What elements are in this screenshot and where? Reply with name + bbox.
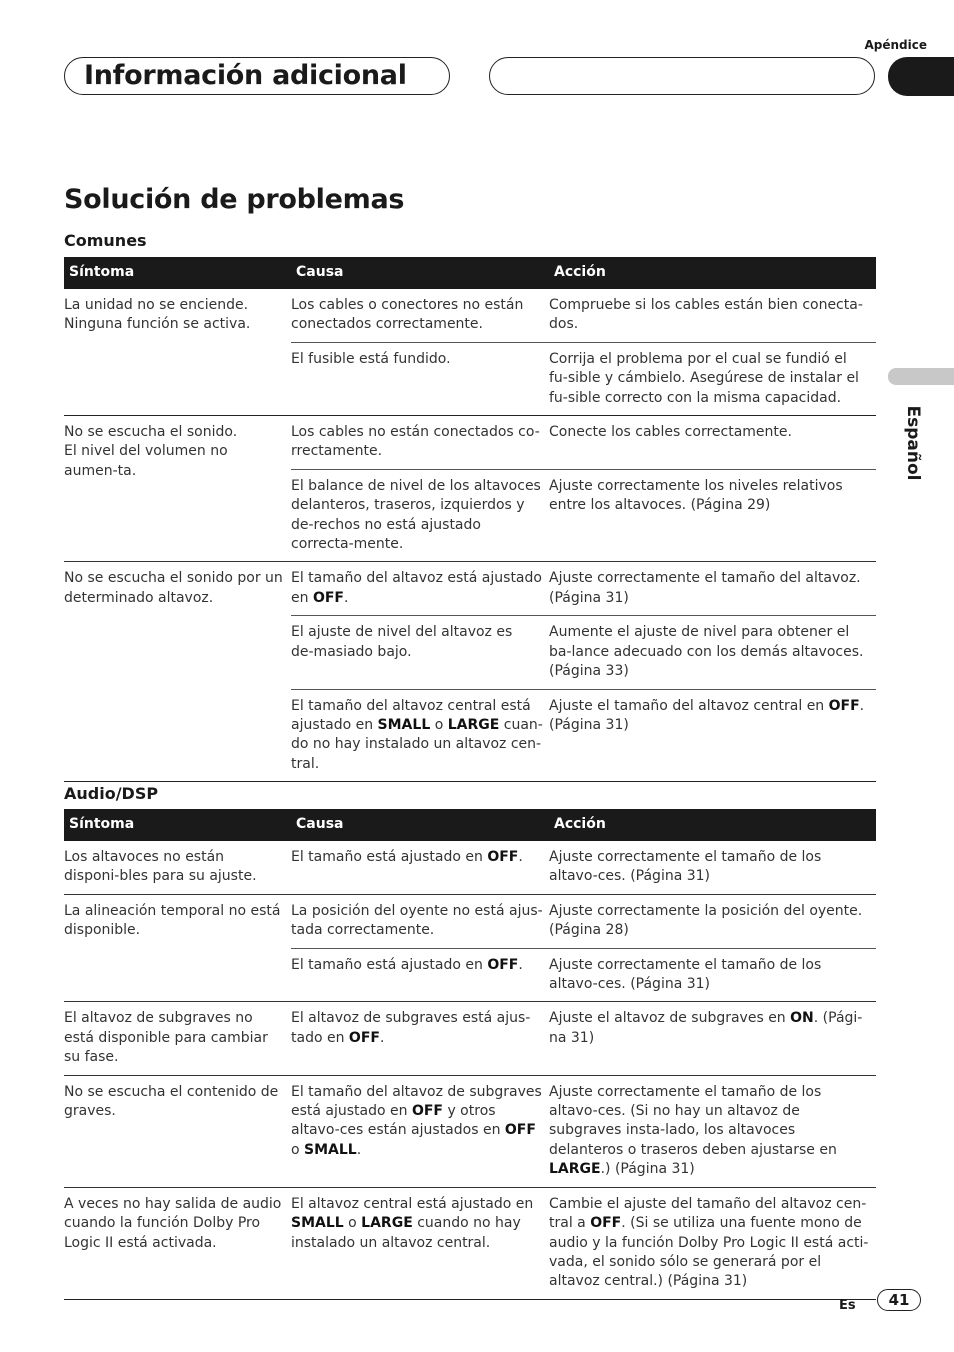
action-value: OFF	[828, 697, 860, 714]
cause-text: El tamaño del altavoz está ajustado en	[291, 570, 542, 606]
action-cell	[549, 1075, 876, 1187]
table-header	[64, 809, 876, 841]
section-label: Apéndice	[864, 38, 927, 52]
cause-text: El tamaño está ajustado en	[291, 849, 488, 865]
action-cell: Conecte los cables correctamente.	[549, 416, 876, 470]
cause-cell: Los cables o conectores no están conectados correctamente.	[291, 289, 549, 342]
action-cell: Ajuste correctamente el tamaño de los altavo-ces. (Página 31)	[549, 948, 876, 1002]
audio-table	[64, 809, 876, 1300]
cause-text: .	[356, 1141, 362, 1158]
action-cell: Ajuste correctamente el tamaño del altavoz. (Página 31)	[549, 562, 876, 616]
cause-value: SMALL	[304, 1141, 357, 1158]
section-tab	[888, 57, 954, 96]
section-heading-common: Comunes	[64, 231, 147, 250]
cause-value: OFF	[487, 849, 519, 865]
action-cell: Ajuste correctamente los niveles relativos entre los altavoces. (Página 29)	[549, 469, 876, 562]
cause-text: o	[343, 1215, 362, 1232]
cause-text: El altavoz de subgraves está ajus-tado en	[291, 1010, 531, 1046]
action-text: . (Página 31)	[549, 697, 865, 733]
col-action: Acción	[549, 257, 876, 289]
table-row	[64, 894, 876, 948]
cause-text: .	[518, 849, 523, 865]
page-number: 41	[877, 1289, 921, 1311]
action-text: Cambie el ajuste del tamaño del altavoz cen-tral a	[549, 1195, 867, 1232]
table-row	[64, 1075, 876, 1187]
cause-value: OFF	[312, 589, 344, 606]
symptom-cell: No se escucha el sonido. El nivel del volumen no aumen-ta.	[64, 416, 291, 562]
cause-cell	[291, 562, 549, 616]
cause-cell: La posición del oyente no está ajus-tada correctamente.	[291, 894, 549, 948]
cause-value: OFF	[411, 1103, 443, 1120]
page-title: Solución de problemas	[64, 184, 405, 215]
cause-text: y otros altavo-ces están ajustados en	[291, 1103, 505, 1139]
table-row	[64, 416, 876, 470]
cause-cell	[291, 1002, 549, 1075]
cause-text: .	[518, 956, 523, 973]
cause-cell: El balance de nivel de los altavoces delanteros, traseros, izquierdos y de-rechos no está ajustado correcta-mente.	[291, 469, 549, 562]
cause-cell: El ajuste de nivel del altavoz es de-masiado bajo.	[291, 616, 549, 689]
symptom-cell: No se escucha el contenido de graves.	[64, 1075, 291, 1187]
cause-cell	[291, 1187, 549, 1299]
cause-value: LARGE	[447, 716, 500, 733]
action-value: LARGE	[549, 1161, 601, 1178]
col-cause: Causa	[291, 257, 549, 289]
col-cause: Causa	[291, 809, 549, 841]
symptom-cell: La alineación temporal no está disponible.	[64, 894, 291, 1002]
action-text: Ajuste el altavoz de subgraves en	[549, 1010, 791, 1027]
action-cell	[549, 689, 876, 782]
cause-value: OFF	[487, 956, 519, 973]
cause-cell	[291, 689, 549, 782]
cause-cell	[291, 1075, 549, 1187]
action-cell	[549, 1187, 876, 1299]
cause-value: SMALL	[377, 716, 431, 733]
action-text: .) (Página 31)	[600, 1161, 695, 1178]
symptom-cell: El altavoz de subgraves no está disponible para cambiar su fase.	[64, 1002, 291, 1075]
action-cell	[549, 1002, 876, 1075]
col-action: Acción	[549, 809, 876, 841]
table-row	[64, 562, 876, 616]
cause-cell: El fusible está fundido.	[291, 342, 549, 415]
language-label-wrap	[893, 398, 933, 488]
common-table	[64, 257, 876, 782]
action-cell: Compruebe si los cables están bien conecta-dos.	[549, 289, 876, 342]
language-label: Español	[903, 405, 923, 481]
cause-value: OFF	[348, 1029, 380, 1046]
col-symptom: Síntoma	[64, 257, 291, 289]
cause-value: LARGE	[361, 1215, 413, 1232]
symptom-cell: A veces no hay salida de audio cuando la función Dolby Pro Logic II está activada.	[64, 1187, 291, 1299]
table-header	[64, 257, 876, 289]
table-row	[64, 1002, 876, 1075]
cause-text: El tamaño del altavoz de subgraves está ajustado en	[291, 1083, 542, 1120]
action-text: Ajuste el tamaño del altavoz central en	[549, 697, 829, 714]
symptom-cell: Los altavoces no están disponi-bles para su ajuste.	[64, 841, 291, 894]
header-title: Información adicional	[84, 60, 407, 91]
cause-cell	[291, 948, 549, 1002]
cause-text: El altavoz central está ajustado en	[291, 1195, 534, 1212]
action-text: . (Si se utiliza una fuente mono de audio y la función Dolby Pro Logic II está acti-vada, el sonido sólo se generará por el altavoz central.) (Página 31)	[549, 1215, 869, 1290]
cause-value: SMALL	[291, 1215, 344, 1232]
symptom-cell: No se escucha el sonido por un determinado altavoz.	[64, 562, 291, 782]
cause-text: o	[291, 1141, 305, 1158]
cause-text: El tamaño del altavoz central está ajustado en	[291, 697, 531, 733]
language-tab	[888, 368, 954, 385]
action-cell: Ajuste correctamente el tamaño de los altavo-ces. (Página 31)	[549, 841, 876, 894]
action-text: . (Pági-na 31)	[549, 1010, 863, 1046]
symptom-cell: La unidad no se enciende. Ninguna función se activa.	[64, 289, 291, 416]
cause-text: o	[430, 716, 448, 733]
cause-text: .	[343, 589, 349, 606]
cause-text: cuando no hay instalado un altavoz central.	[291, 1215, 521, 1251]
col-symptom: Síntoma	[64, 809, 291, 841]
action-value: ON	[790, 1010, 814, 1027]
table-row	[64, 289, 876, 342]
action-cell: Ajuste correctamente la posición del oyente. (Página 28)	[549, 894, 876, 948]
action-cell: Aumente el ajuste de nivel para obtener el ba-lance adecuado con los demás altavoces. (Página 33)	[549, 616, 876, 689]
action-value: OFF	[590, 1215, 622, 1232]
table-row	[64, 1187, 876, 1299]
action-text: Ajuste correctamente el tamaño de los altavo-ces. (Si no hay un altavoz de subgraves insta-lado, los altavoces delanteros o traseros deben ajustarse en	[549, 1083, 837, 1158]
action-cell: Corrija el problema por el cual se fundió el fu-sible y cámbielo. Asegúrese de instalar el fu-sible correcto con la misma capacidad.	[549, 342, 876, 415]
cause-text: cuan-do no hay instalado un altavoz cen-tral.	[291, 716, 543, 772]
table-row	[64, 841, 876, 894]
footer-lang-code: Es	[839, 1298, 856, 1313]
cause-cell: Los cables no están conectados co-rrectamente.	[291, 416, 549, 470]
cause-value: OFF	[504, 1122, 536, 1139]
section-heading-audio: Audio/DSP	[64, 784, 159, 803]
cause-cell	[291, 841, 549, 894]
cause-text: .	[379, 1029, 385, 1046]
header-right-frame	[489, 57, 875, 95]
cause-text: El tamaño está ajustado en	[291, 956, 488, 973]
